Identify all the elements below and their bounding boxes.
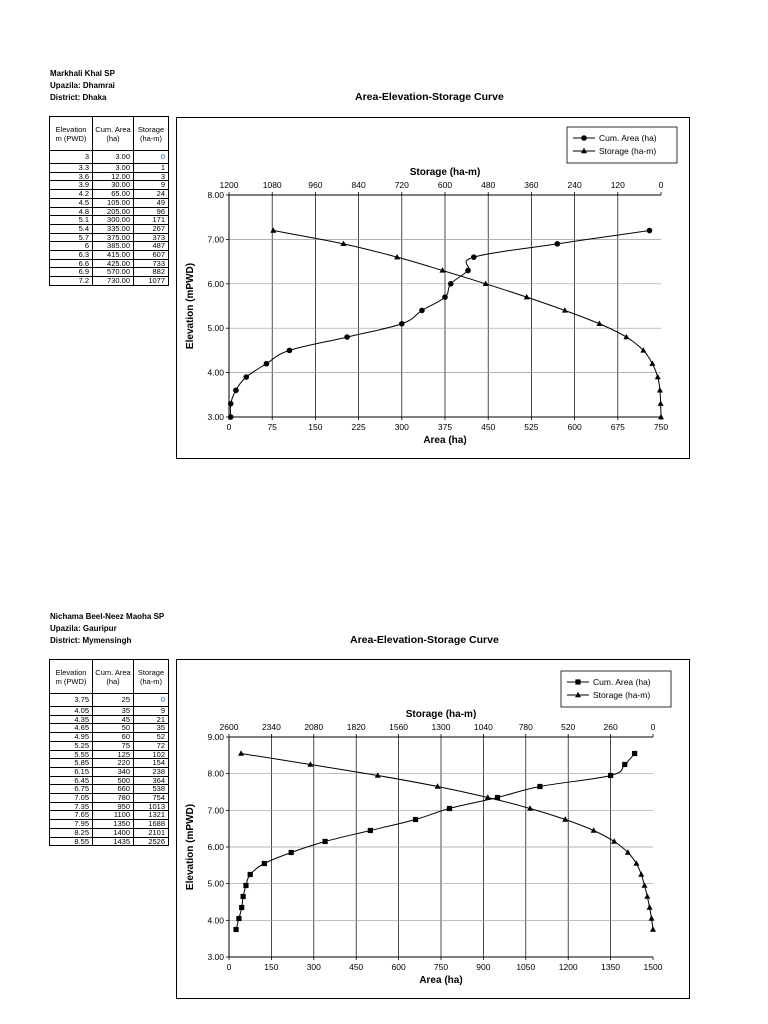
area-cell: 45	[93, 715, 134, 724]
area-cell: 220	[93, 759, 134, 768]
elevation-cell: 4.35	[50, 715, 93, 724]
elevation-cell: 6.6	[50, 259, 93, 268]
data-point	[622, 762, 627, 767]
legend-marker	[581, 135, 587, 141]
x2-tick-label: 840	[351, 180, 366, 190]
legend-label: Cum. Area (ha)	[599, 133, 657, 143]
storage-cell: 3	[134, 172, 169, 181]
data-point	[647, 904, 653, 909]
elevation-cell: 6.45	[50, 776, 93, 785]
y-tick-label: 7.00	[207, 234, 224, 245]
area-cell: 375.00	[93, 233, 134, 242]
table-row	[50, 785, 169, 794]
x2-tick-label: 240	[567, 180, 582, 190]
data-point	[442, 294, 448, 300]
area-cell: 3.00	[93, 164, 134, 173]
elevation-cell: 6	[50, 242, 93, 251]
storage-cell: 1321	[134, 811, 169, 820]
y-tick-label: 8.00	[207, 190, 224, 200]
area-cell: 125	[93, 750, 134, 759]
area-elevation-storage-chart-1	[177, 118, 689, 458]
site-info-2	[50, 611, 164, 647]
chart-frame-2	[176, 659, 690, 999]
data-point	[368, 828, 373, 833]
data-point	[243, 374, 249, 380]
data-point	[650, 926, 656, 931]
data-point	[323, 839, 328, 844]
y-tick-label: 6.00	[207, 842, 224, 852]
data-point	[243, 883, 248, 888]
area-cell: 3.00	[93, 151, 134, 164]
col-header-storage: Storage (ha-m)	[134, 660, 169, 694]
data-point	[413, 817, 418, 822]
data-point	[270, 227, 276, 232]
data-point	[236, 916, 241, 921]
elevation-cell: 5.4	[50, 224, 93, 233]
data-point	[264, 361, 270, 367]
data-point	[465, 268, 471, 274]
storage-cell: 0	[134, 694, 169, 707]
elevation-cell: 5.55	[50, 750, 93, 759]
storage-cell: 364	[134, 776, 169, 785]
elevation-cell: 3.9	[50, 181, 93, 190]
x-tick-label: 1350	[601, 962, 621, 972]
storage-cell: 1013	[134, 802, 169, 811]
storage-cell: 1	[134, 164, 169, 173]
data-point	[649, 361, 655, 366]
data-point	[228, 414, 234, 420]
x-tick-label: 0	[226, 422, 232, 432]
x2-tick-label: 1200	[219, 180, 239, 190]
area-cell: 780	[93, 794, 134, 803]
data-point	[642, 882, 648, 887]
col-header-area: Cum. Area (ha)	[93, 660, 134, 694]
data-point	[287, 348, 293, 354]
y-tick-label: 5.00	[207, 323, 224, 334]
data-point	[419, 308, 425, 314]
data-point	[638, 871, 644, 876]
y-tick-label: 3.00	[207, 952, 224, 962]
data-point	[399, 321, 405, 327]
y-axis-title: Elevation (mPWD)	[185, 262, 196, 350]
legend-label: Cum. Area (ha)	[593, 677, 651, 687]
table-row	[50, 251, 169, 260]
series-line	[236, 754, 635, 930]
storage-cell: 733	[134, 259, 169, 268]
site-name: Markhali Khal SP	[50, 69, 115, 78]
x2-tick-label: 2340	[261, 722, 281, 732]
x2-tick-label: 2080	[304, 722, 324, 732]
storage-cell: 2526	[134, 837, 169, 846]
x-tick-label: 75	[267, 422, 277, 432]
storage-cell: 487	[134, 242, 169, 251]
data-point	[262, 861, 267, 866]
elevation-cell: 5.85	[50, 759, 93, 768]
x-tick-label: 750	[653, 422, 669, 432]
x2-axis-title: Storage (ha-m)	[409, 167, 481, 178]
x-tick-label: 375	[437, 422, 453, 432]
legend-label: Storage (ha-m)	[599, 146, 657, 156]
elevation-cell: 8.55	[50, 837, 93, 846]
x-tick-label: 675	[610, 422, 625, 432]
area-cell: 205.00	[93, 207, 134, 216]
x2-tick-label: 1560	[389, 722, 409, 732]
storage-cell: 0	[134, 151, 169, 164]
data-point	[447, 806, 452, 811]
x2-tick-label: 1300	[431, 722, 451, 732]
series-line	[241, 754, 653, 930]
data-point	[658, 400, 664, 405]
data-point	[448, 281, 454, 287]
area-cell: 105.00	[93, 198, 134, 207]
elevation-cell: 8.25	[50, 828, 93, 837]
elevation-cell: 3	[50, 151, 93, 164]
area-cell: 660	[93, 785, 134, 794]
x-tick-label: 1500	[643, 962, 663, 972]
x-tick-label: 0	[226, 962, 232, 972]
data-point	[537, 784, 542, 789]
series-cum-area	[228, 228, 652, 420]
x2-tick-label: 720	[394, 180, 409, 190]
storage-cell: 154	[134, 759, 169, 768]
area-cell: 335.00	[93, 224, 134, 233]
x2-tick-label: 600	[437, 180, 453, 190]
table-row	[50, 181, 169, 190]
area-cell: 500	[93, 776, 134, 785]
table-row	[50, 794, 169, 803]
storage-cell: 21	[134, 715, 169, 724]
storage-cell: 238	[134, 767, 169, 776]
x-tick-label: 450	[349, 962, 364, 972]
elevation-cell: 7.05	[50, 794, 93, 803]
col-header-elevation: Elevation m (PWD)	[50, 117, 93, 151]
x-tick-label: 150	[264, 962, 279, 972]
y-tick-label: 3.00	[207, 412, 224, 422]
elevation-cell: 5.25	[50, 741, 93, 750]
y-tick-label: 4.00	[207, 915, 224, 926]
area-elevation-storage-chart-2	[177, 660, 689, 998]
upazila: Upazila: Gauripur	[50, 624, 117, 633]
table-row	[50, 837, 169, 846]
table-row	[50, 828, 169, 837]
area-cell: 25	[93, 694, 134, 707]
storage-cell: 882	[134, 268, 169, 277]
x2-tick-label: 1080	[262, 180, 282, 190]
storage-cell: 9	[134, 181, 169, 190]
storage-cell: 52	[134, 733, 169, 742]
series-line	[273, 231, 661, 417]
x2-tick-label: 1040	[473, 722, 493, 732]
y-tick-label: 9.00	[207, 732, 224, 742]
y-tick-label: 8.00	[207, 768, 224, 779]
area-cell: 340	[93, 767, 134, 776]
data-point	[241, 894, 246, 899]
x2-tick-label: 520	[561, 722, 576, 732]
area-cell: 1435	[93, 837, 134, 846]
table-row	[50, 151, 169, 164]
area-cell: 385.00	[93, 242, 134, 251]
data-point	[228, 401, 234, 407]
area-cell: 950	[93, 802, 134, 811]
table-row	[50, 715, 169, 724]
table-row	[50, 694, 169, 707]
x-axis-title: Area (ha)	[419, 975, 463, 986]
x2-tick-label: 480	[481, 180, 496, 190]
area-cell: 1100	[93, 811, 134, 820]
elevation-cell: 7.2	[50, 277, 93, 286]
storage-cell: 35	[134, 724, 169, 733]
data-point	[289, 850, 294, 855]
area-cell: 12.00	[93, 172, 134, 181]
x-tick-label: 750	[433, 962, 449, 972]
storage-cell: 754	[134, 794, 169, 803]
table-row	[50, 277, 169, 286]
legend-marker	[575, 679, 580, 684]
x2-tick-label: 780	[518, 722, 533, 732]
data-point	[623, 334, 629, 339]
elevation-cell: 4.95	[50, 733, 93, 742]
elevation-cell: 3.75	[50, 694, 93, 707]
elevation-cell: 4.5	[50, 198, 93, 207]
y-tick-label: 7.00	[207, 805, 224, 816]
x-tick-label: 300	[306, 962, 321, 972]
storage-cell: 1688	[134, 820, 169, 829]
data-point	[555, 241, 561, 247]
x-tick-label: 600	[567, 422, 582, 432]
site-name: Nichama Beel-Neez Maoha SP	[50, 612, 165, 621]
storage-cell: 96	[134, 207, 169, 216]
x2-tick-label: 360	[524, 180, 539, 190]
chart-title-1: Area-Elevation-Storage Curve	[355, 91, 504, 103]
data-point	[649, 915, 655, 920]
series-cum-area	[233, 751, 637, 932]
table-row	[50, 759, 169, 768]
elevation-cell: 4.2	[50, 190, 93, 199]
table-row	[50, 172, 169, 181]
table-row	[50, 164, 169, 173]
x-tick-label: 450	[481, 422, 496, 432]
data-point	[632, 751, 637, 756]
storage-cell: 538	[134, 785, 169, 794]
elevation-cell: 3.6	[50, 172, 93, 181]
elevation-cell: 7.95	[50, 820, 93, 829]
elevation-cell: 6.15	[50, 767, 93, 776]
storage-cell: 102	[134, 750, 169, 759]
elevation-cell: 3.3	[50, 164, 93, 173]
x-tick-label: 1050	[516, 962, 536, 972]
y-tick-label: 5.00	[207, 878, 224, 889]
storage-cell: 2101	[134, 828, 169, 837]
storage-cell: 9	[134, 707, 169, 716]
data-point	[647, 228, 653, 234]
elevation-cell: 7.65	[50, 811, 93, 820]
x-tick-label: 225	[351, 422, 366, 432]
area-cell: 1350	[93, 820, 134, 829]
elevation-cell: 4.05	[50, 707, 93, 716]
x2-axis-title: Storage (ha-m)	[405, 709, 477, 720]
data-point	[233, 388, 239, 394]
data-point	[608, 773, 613, 778]
elevation-table-1	[49, 116, 169, 286]
elevation-cell: 6.3	[50, 251, 93, 260]
area-cell: 75	[93, 741, 134, 750]
x-tick-label: 525	[524, 422, 539, 432]
area-cell: 730.00	[93, 277, 134, 286]
x2-tick-label: 2600	[219, 722, 239, 732]
table-row	[50, 724, 169, 733]
area-cell: 300.00	[93, 216, 134, 225]
district: District: Mymensingh	[50, 636, 132, 645]
table-row	[50, 767, 169, 776]
data-point	[655, 374, 661, 379]
elevation-cell: 6.9	[50, 268, 93, 277]
chart-frame-1	[176, 117, 690, 459]
col-header-elevation: Elevation m (PWD)	[50, 660, 93, 694]
legend-label: Storage (ha-m)	[593, 690, 651, 700]
storage-cell: 24	[134, 190, 169, 199]
table-row	[50, 224, 169, 233]
data-point	[644, 893, 650, 898]
area-cell: 50	[93, 724, 134, 733]
area-cell: 60	[93, 733, 134, 742]
elevation-cell: 4.65	[50, 724, 93, 733]
x2-tick-label: 960	[308, 180, 323, 190]
data-point	[233, 927, 238, 932]
x-tick-label: 1200	[558, 962, 578, 972]
area-cell: 425.00	[93, 259, 134, 268]
x2-tick-label: 0	[658, 180, 664, 190]
table-row	[50, 776, 169, 785]
x-tick-label: 900	[476, 962, 491, 972]
data-point	[238, 750, 244, 755]
table-row	[50, 190, 169, 199]
area-cell: 1400	[93, 828, 134, 837]
col-header-area: Cum. Area (ha)	[93, 117, 134, 151]
col-header-storage: Storage (ha-m)	[134, 117, 169, 151]
storage-cell: 72	[134, 741, 169, 750]
data-point	[471, 254, 477, 260]
storage-cell: 49	[134, 198, 169, 207]
x-tick-label: 600	[391, 962, 406, 972]
series-storage	[238, 750, 656, 931]
table-row	[50, 741, 169, 750]
series-storage	[270, 227, 664, 419]
y-tick-label: 6.00	[207, 278, 224, 289]
storage-cell: 171	[134, 216, 169, 225]
elevation-table-2	[49, 659, 169, 846]
district: District: Dhaka	[50, 93, 107, 102]
storage-cell: 607	[134, 251, 169, 260]
x-tick-label: 300	[394, 422, 409, 432]
elevation-cell: 7.35	[50, 802, 93, 811]
x2-tick-label: 0	[650, 722, 656, 732]
table-row	[50, 707, 169, 716]
chart-title-2: Area-Elevation-Storage Curve	[350, 634, 499, 646]
series-line	[230, 231, 649, 417]
data-point	[344, 334, 350, 340]
data-point	[239, 905, 244, 910]
data-point	[657, 387, 663, 392]
table-row	[50, 198, 169, 207]
x-axis-title: Area (ha)	[423, 435, 467, 446]
site-info-1	[50, 68, 115, 104]
elevation-cell: 5.7	[50, 233, 93, 242]
x2-tick-label: 120	[610, 180, 625, 190]
legend	[561, 671, 671, 707]
legend	[567, 127, 677, 163]
area-cell: 30.00	[93, 181, 134, 190]
y-axis-title: Elevation (mPWD)	[185, 803, 196, 891]
x2-tick-label: 1820	[346, 722, 366, 732]
storage-cell: 373	[134, 233, 169, 242]
x2-tick-label: 260	[603, 722, 618, 732]
elevation-cell: 6.75	[50, 785, 93, 794]
data-point	[611, 838, 617, 843]
area-cell: 570.00	[93, 268, 134, 277]
elevation-cell: 5.1	[50, 216, 93, 225]
area-cell: 65.00	[93, 190, 134, 199]
storage-cell: 1077	[134, 277, 169, 286]
table-row	[50, 750, 169, 759]
upazila: Upazila: Dhamrai	[50, 81, 115, 90]
data-point	[248, 872, 253, 877]
y-tick-label: 4.00	[207, 367, 224, 378]
area-cell: 35	[93, 707, 134, 716]
storage-cell: 267	[134, 224, 169, 233]
elevation-cell: 4.8	[50, 207, 93, 216]
x-tick-label: 150	[308, 422, 323, 432]
area-cell: 415.00	[93, 251, 134, 260]
table-row	[50, 733, 169, 742]
